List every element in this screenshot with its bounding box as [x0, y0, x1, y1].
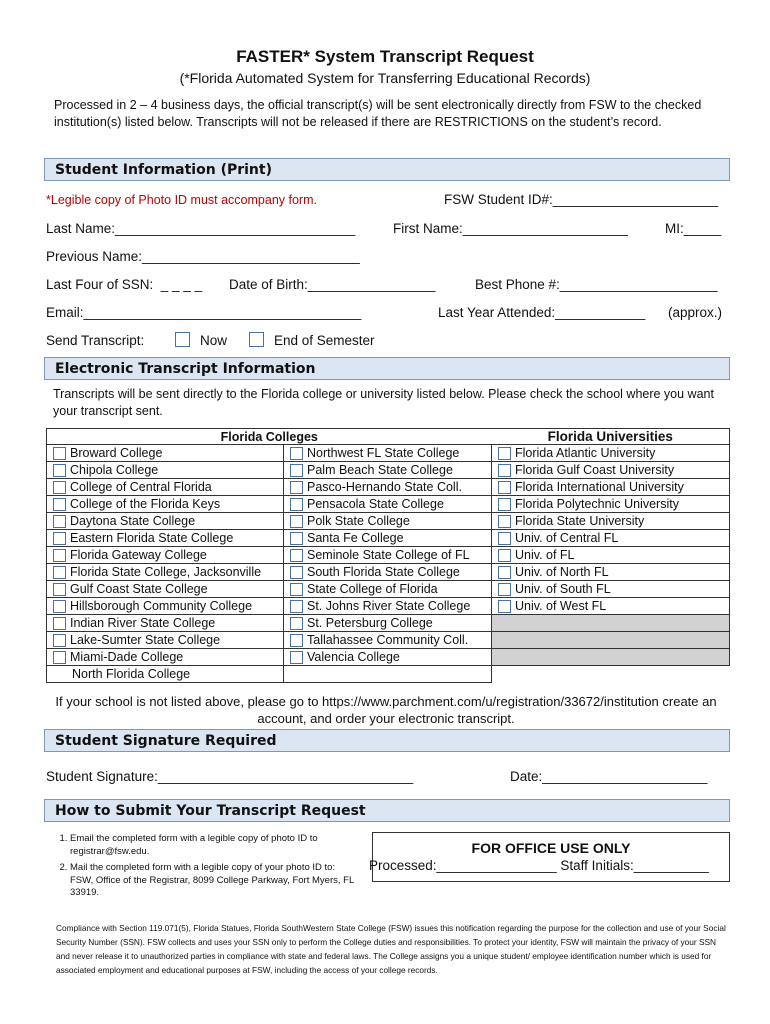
university-cell [492, 581, 730, 598]
college-col1-checkbox[interactable] [53, 617, 66, 630]
table-row [47, 496, 730, 513]
college-col2-cell [284, 581, 492, 598]
college-col2-option[interactable] [284, 598, 491, 614]
college-col1-label: College of Central Florida [70, 480, 212, 495]
last-name-field[interactable]: Last Name:________________________________ [46, 221, 356, 236]
college-col2-label: Polk State College [307, 514, 410, 529]
email-field[interactable]: Email:_____________________________________ [46, 305, 362, 320]
colleges-header: Florida Colleges [47, 429, 492, 445]
processed-field[interactable]: Processed:________________ Staff Initials:__________ [369, 858, 709, 873]
college-col2-option[interactable] [284, 462, 491, 478]
photo-id-note: *Legible copy of Photo ID must accompany form. [46, 193, 317, 207]
college-col2-label: Santa Fe College [307, 531, 404, 546]
dob-field[interactable]: Date of Birth:_________________ [229, 277, 436, 292]
college-col1-cell [47, 462, 284, 479]
university-option[interactable] [492, 462, 729, 478]
empty-cell [284, 666, 492, 683]
table-row [47, 513, 730, 530]
university-label: Univ. of Central FL [515, 531, 619, 546]
college-col2-label: Seminole State College of FL [307, 548, 470, 563]
university-option[interactable] [492, 530, 729, 546]
college-col1-cell [47, 598, 284, 615]
college-col1-option[interactable] [47, 530, 283, 546]
college-col1-checkbox[interactable] [53, 481, 66, 494]
university-option[interactable] [492, 581, 729, 597]
college-col2-label: Palm Beach State College [307, 463, 453, 478]
college-col1-checkbox[interactable] [53, 498, 66, 511]
first-name-field[interactable]: First Name:______________________ [393, 221, 628, 236]
college-col2-option[interactable] [284, 581, 491, 597]
university-cell [492, 462, 730, 479]
college-col2-checkbox[interactable] [290, 481, 303, 494]
university-label: Florida Atlantic University [515, 446, 656, 461]
university-checkbox[interactable] [498, 498, 511, 511]
compliance-notice: Compliance with Section 119.071(5), Florida Statues, Florida SouthWestern State College (FSW) issues this notification regarding the purpose for the collection and use of your Social Security Number (SSN). FSW collects and uses your SSN only to perform the College duties and responsibilities. To protect your identity, FSW will maintain the privacy of your SSN and never release it to unauthorized parties in compliance with state and federal laws. The College assigns you a unique student/ employee identification number which is used for associated employment and educational purposes at FSW, including the access of your college records. [56, 923, 726, 975]
college-col1-label: Indian River State College [70, 616, 216, 631]
university-option[interactable] [492, 513, 729, 529]
school-table [46, 428, 730, 683]
table-row [47, 445, 730, 462]
university-label: Univ. of West FL [515, 599, 607, 614]
college-col1-cell [47, 649, 284, 666]
form-subtitle: (*Florida Automated System for Transferring Educational Records) [179, 70, 591, 86]
college-col2-checkbox[interactable] [290, 634, 303, 647]
section-how-to-submit: How to Submit Your Transcript Request [44, 799, 730, 822]
college-col1-checkbox[interactable] [53, 532, 66, 545]
university-option[interactable] [492, 445, 729, 461]
college-col1-label: Lake-Sumter State College [70, 633, 221, 648]
submit-steps [56, 833, 356, 904]
university-cell [492, 479, 730, 496]
college-col2-checkbox[interactable] [290, 532, 303, 545]
section-student-information: Student Information (Print) [44, 158, 730, 181]
college-col2-cell [284, 547, 492, 564]
college-col2-cell [284, 632, 492, 649]
college-col1-cell [47, 479, 284, 496]
college-col1-option[interactable] [47, 513, 283, 529]
university-cell [492, 496, 730, 513]
unused-cell [492, 632, 730, 649]
college-col2-cell [284, 479, 492, 496]
college-col2-checkbox[interactable] [290, 549, 303, 562]
college-col1-label: Daytona State College [70, 514, 196, 529]
university-checkbox[interactable] [498, 566, 511, 579]
college-col2-option[interactable] [284, 649, 491, 665]
electronic-description: Transcripts will be sent directly to the Florida college or university listed below. Please check the school where you want your transcript sent. [53, 387, 714, 418]
section-signature: Student Signature Required [44, 729, 730, 752]
college-col1-label: North Florida College [72, 667, 191, 682]
section-electronic-transcript: Electronic Transcript Information [44, 357, 730, 380]
college-col2-label: Pasco-Hernando State Coll. [307, 480, 462, 495]
college-col1-label: Gulf Coast State College [70, 582, 208, 597]
university-label: Univ. of South FL [515, 582, 611, 597]
mi-field[interactable]: MI:_____ [665, 221, 722, 236]
send-now-label: Now [200, 333, 228, 348]
college-col2-label: Pensacola State College [307, 497, 444, 512]
college-col2-checkbox[interactable] [290, 617, 303, 630]
university-cell [492, 547, 730, 564]
table-row [47, 462, 730, 479]
universities-header: Florida Universities [492, 429, 730, 445]
submit-step-mail: 2. Mail the completed form with a legible copy of your photo ID to: FSW, Office of the Registrar, 8099 College Parkway, Fort Myers, FL 33919. [70, 862, 356, 900]
college-col1-checkbox[interactable] [53, 583, 66, 596]
university-label: Florida State University [515, 514, 645, 529]
university-label: Univ. of FL [515, 548, 575, 563]
parchment-note: If your school is not listed above, please go to https://www.parchment.com/u/registration/33672/institution create an account, and order your electronic transcript. [55, 694, 717, 726]
college-col2-checkbox[interactable] [290, 566, 303, 579]
college-col1-option[interactable] [47, 581, 283, 597]
approx-label: (approx.) [668, 305, 723, 320]
college-col1-label: Eastern Florida State College [70, 531, 234, 546]
college-col2-checkbox[interactable] [290, 583, 303, 596]
college-col1-cell [47, 632, 284, 649]
college-col1-checkbox[interactable] [53, 651, 66, 664]
college-col1-option[interactable] [47, 479, 283, 495]
college-col1-cell [47, 581, 284, 598]
office-use-box [369, 832, 730, 882]
college-col2-checkbox[interactable] [290, 464, 303, 477]
college-col1-cell [47, 564, 284, 581]
table-row [47, 649, 730, 666]
college-col2-label: St. Petersburg College [307, 616, 433, 631]
university-checkbox[interactable] [498, 600, 511, 613]
college-col1-checkbox[interactable] [53, 634, 66, 647]
table-row [47, 530, 730, 547]
date-field[interactable]: Date:______________________ [510, 769, 708, 784]
send-transcript-label: Send Transcript: [46, 333, 145, 348]
college-col2-cell [284, 564, 492, 581]
college-col1-label: Chipola College [70, 463, 159, 478]
table-row [47, 598, 730, 615]
table-row [47, 564, 730, 581]
college-col2-option[interactable] [284, 547, 491, 563]
college-col1-option[interactable] [47, 564, 283, 580]
college-col2-checkbox[interactable] [290, 447, 303, 460]
college-col2-cell [284, 615, 492, 632]
college-col2-cell [284, 462, 492, 479]
college-col2-option[interactable] [284, 513, 491, 529]
table-row [47, 479, 730, 496]
college-col1-cell [47, 445, 284, 462]
college-col1-checkbox[interactable] [53, 566, 66, 579]
intro-text: Processed in 2 – 4 business days, the official transcript(s) will be sent electronically directly from FSW to the checked institution(s) listed below. Transcripts will not be released if there are RESTRICTIONS on the student’s record. [54, 98, 702, 129]
college-col2-label: Valencia College [307, 650, 400, 665]
unused-cell [492, 615, 730, 632]
college-col1-checkbox[interactable] [53, 600, 66, 613]
college-col2-option[interactable] [284, 445, 491, 461]
college-col1-option[interactable] [47, 462, 283, 478]
college-col1-label: Florida State College, Jacksonville [70, 565, 262, 580]
college-col2-label: St. Johns River State College [307, 599, 471, 614]
send-end-semester-label: End of Semester [274, 333, 375, 348]
college-col2-checkbox[interactable] [290, 498, 303, 511]
office-use-title: FOR OFFICE USE ONLY [471, 840, 631, 856]
university-label: Univ. of North FL [515, 565, 609, 580]
table-row [47, 547, 730, 564]
college-col2-label: Northwest FL State College [307, 446, 460, 461]
send-now-checkbox[interactable] [175, 332, 190, 347]
college-col1-label: Broward College [70, 446, 163, 461]
college-col1-label: College of the Florida Keys [70, 497, 221, 512]
university-label: Florida International University [515, 480, 684, 495]
college-col1-option[interactable] [47, 445, 283, 461]
college-col1-cell [47, 666, 284, 683]
college-col2-cell [284, 496, 492, 513]
send-end-semester-checkbox[interactable] [249, 332, 264, 347]
college-col1-cell [47, 513, 284, 530]
university-option[interactable] [492, 547, 729, 563]
college-col1-cell [47, 615, 284, 632]
college-col2-option[interactable] [284, 479, 491, 495]
signature-field[interactable]: Student Signature:__________________________________ [46, 769, 414, 784]
college-col2-checkbox[interactable] [290, 515, 303, 528]
college-col1-cell [47, 496, 284, 513]
university-checkbox[interactable] [498, 464, 511, 477]
table-row [47, 581, 730, 598]
form-title: FASTER* System Transcript Request [236, 47, 534, 66]
unused-cell [492, 666, 730, 683]
student-id-field[interactable]: FSW Student ID#:______________________ [444, 192, 718, 207]
college-col2-option[interactable] [284, 632, 491, 648]
college-col2-cell [284, 530, 492, 547]
university-cell [492, 513, 730, 530]
college-col1-cell [47, 547, 284, 564]
college-col2-cell [284, 649, 492, 666]
ssn-field[interactable]: Last Four of SSN: _ _ _ _ [46, 277, 203, 292]
college-col2-checkbox[interactable] [290, 651, 303, 664]
college-col1-checkbox[interactable] [53, 515, 66, 528]
university-checkbox[interactable] [498, 549, 511, 562]
college-col2-label: Tallahassee Community Coll. [307, 633, 469, 648]
college-col1-checkbox[interactable] [53, 447, 66, 460]
college-col1-label: Hillsborough Community College [70, 599, 253, 614]
phone-field[interactable]: Best Phone #:_____________________ [475, 277, 718, 292]
college-col1-option[interactable] [47, 547, 283, 563]
college-col1-option[interactable] [47, 666, 283, 682]
college-col2-option[interactable] [284, 615, 491, 631]
college-col2-cell [284, 445, 492, 462]
college-col1-checkbox[interactable] [53, 464, 66, 477]
submit-step-email: 1. Email the completed form with a legible copy of photo ID to registrar@fsw.edu. [70, 833, 356, 858]
college-col1-label: Miami-Dade College [70, 650, 184, 665]
college-col2-label: South Florida State College [307, 565, 460, 580]
college-col2-option[interactable] [284, 530, 491, 546]
previous-name-field[interactable]: Previous Name:_____________________________ [46, 249, 360, 264]
college-col2-cell [284, 598, 492, 615]
university-checkbox[interactable] [498, 447, 511, 460]
university-checkbox[interactable] [498, 532, 511, 545]
table-row [47, 666, 730, 683]
table-row [47, 632, 730, 649]
college-col2-checkbox[interactable] [290, 600, 303, 613]
university-label: Florida Gulf Coast University [515, 463, 675, 478]
last-year-field[interactable]: Last Year Attended:____________ [438, 305, 646, 320]
college-col2-option[interactable] [284, 496, 491, 512]
university-checkbox[interactable] [498, 583, 511, 596]
college-col2-option[interactable] [284, 564, 491, 580]
university-checkbox[interactable] [498, 481, 511, 494]
college-col1-option[interactable] [47, 649, 283, 665]
university-cell [492, 564, 730, 581]
college-col2-label: State College of Florida [307, 582, 438, 597]
university-cell [492, 530, 730, 547]
university-option[interactable] [492, 564, 729, 580]
university-label: Florida Polytechnic University [515, 497, 679, 512]
college-col1-label: Florida Gateway College [70, 548, 207, 563]
university-cell [492, 445, 730, 462]
college-col1-option[interactable] [47, 632, 283, 648]
university-checkbox[interactable] [498, 515, 511, 528]
university-option[interactable] [492, 496, 729, 512]
unused-cell [492, 649, 730, 666]
college-col1-cell [47, 530, 284, 547]
college-col1-option[interactable] [47, 598, 283, 614]
university-option[interactable] [492, 598, 729, 614]
college-col1-option[interactable] [47, 496, 283, 512]
college-col1-checkbox[interactable] [53, 549, 66, 562]
university-option[interactable] [492, 479, 729, 495]
university-cell [492, 598, 730, 615]
table-row [47, 615, 730, 632]
college-col2-cell [284, 513, 492, 530]
college-col1-option[interactable] [47, 615, 283, 631]
